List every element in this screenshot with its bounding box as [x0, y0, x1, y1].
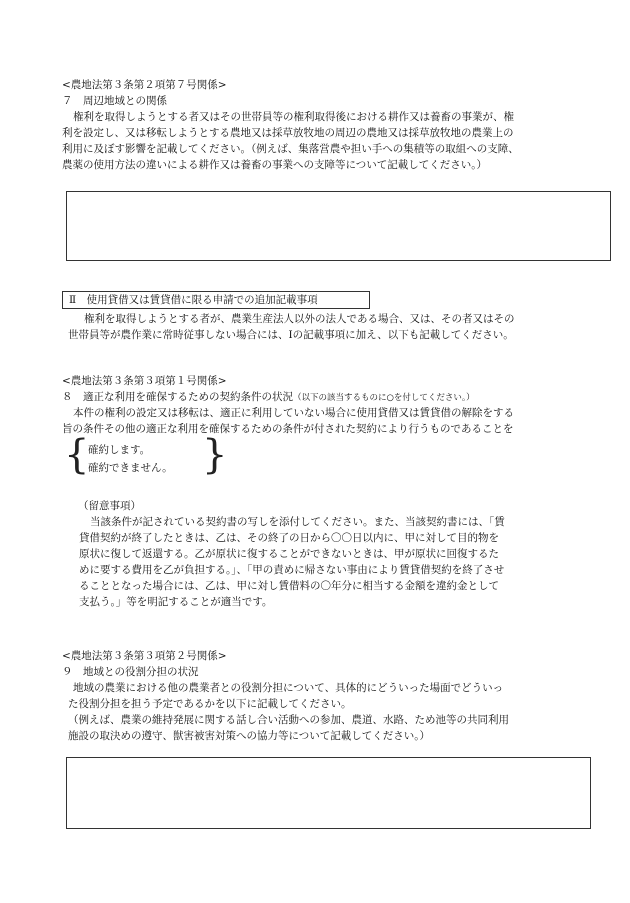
- section-7-text-3: 利用に及ぼす影響を記載してください。（例えば、集落営農や担い手への集積等の取組への支障、: [62, 143, 519, 155]
- note-line-1: 当該条件が記されている契約書の写しを添付してください。また、当該契約書には、「賃: [90, 516, 505, 528]
- section-2-label: Ⅱ 使用貸借又は賃貸借に限る申請での追加記載事項: [62, 291, 370, 309]
- section-8-notes: [78, 498, 593, 610]
- section-8-header: <農地法第３条第３項第１号関係>: [62, 375, 227, 387]
- section-7-header: <農地法第３条第２項第７号関係>: [62, 79, 227, 91]
- section-7-text-4: 農薬の使用方法の違いによる耕作又は養畜の事業への支障等について記載してください。）: [62, 159, 488, 171]
- right-brace: }: [202, 432, 228, 478]
- section-7-text-1: 権利を取得しようとする者又はその世帯員等の権利取得後における耕作又は養畜の事業が、権: [73, 111, 514, 123]
- choice-cannot-confirm[interactable]: 確約できません。: [88, 462, 173, 474]
- section-9-text-4: 施設の取決めの遵守、獣害被害対策への協力等について記載してください。）: [68, 730, 431, 742]
- note-line-2: 貸借契約が終了したときは、乙は、その終了の日から〇〇日以内に、甲に対して目的物を: [79, 532, 499, 544]
- section-8: [62, 373, 587, 437]
- section-9: [62, 648, 587, 744]
- section-8-title-note: （以下の該当するものに○を付してください。）: [293, 393, 475, 403]
- section-2-text-1: 権利を取得しようとする者が、農業生産法人以外の法人である場合、又は、その者又はその: [84, 313, 515, 325]
- section-7-input-box[interactable]: [66, 191, 611, 261]
- notes-heading: （留意事項）: [78, 500, 141, 512]
- section-8-title-row: [62, 389, 587, 405]
- left-brace: {: [64, 432, 90, 478]
- section-9-title: ９ 地域との役割分担の状況: [62, 666, 199, 678]
- note-line-4: めに要する費用を乙が負担する。」、「甲の責めに帰さない事由により賃貸借契約を終了させ: [79, 564, 505, 576]
- section-7-text-2: 利を設定し、又は移転しようとする農地又は採草放牧地の周辺の農地又は採草放牧地の農業上の: [62, 127, 514, 139]
- section-9-text-3: （例えば、農業の維持発展に関する話し合い活動への参加、農道、水路、ため池等の共同利用: [68, 714, 509, 726]
- section-9-text-1: 地域の農業における他の農業者との役割分担について、具体的にどういった場面でどういっ: [73, 682, 504, 694]
- section-8-text-1: 本件の権利の設定又は移転は、適正に利用していない場合に使用貸借又は賃貸借の解除をする: [73, 407, 514, 419]
- section-8-title: ８ 適正な利用を確保するための契約条件の状況: [62, 391, 293, 403]
- choice-confirm[interactable]: 確約します。: [88, 444, 151, 456]
- section-8-text-2: 旨の条件その他の適正な利用を確保するための条件が付された契約により行うものであることを: [62, 423, 514, 435]
- section-9-input-box[interactable]: [66, 757, 591, 829]
- section-7: [62, 77, 587, 173]
- section-2-text-2: 世帯員等が農作業に常時従事しない場合には、Ⅰの記載事項に加え、以下も記載してください。: [68, 329, 514, 341]
- section-2-intro: [62, 311, 587, 343]
- section-7-title: ７ 周辺地域との関係: [62, 95, 167, 107]
- section-9-text-2: た役割分担を担う予定であるかを以下に記載してください。: [68, 698, 352, 710]
- section-9-header: <農地法第３条第３項第２号関係>: [62, 650, 227, 662]
- note-line-6: 支払う。」等を明記することが適当です。: [79, 596, 273, 608]
- note-line-5: ることとなった場合には、乙は、甲に対し賃借料の〇年分に相当する金額を違約金として: [79, 580, 499, 592]
- note-line-3: 原状に復して返還する。乙が原状に復することができないときは、甲が原状に回復するた: [79, 548, 499, 560]
